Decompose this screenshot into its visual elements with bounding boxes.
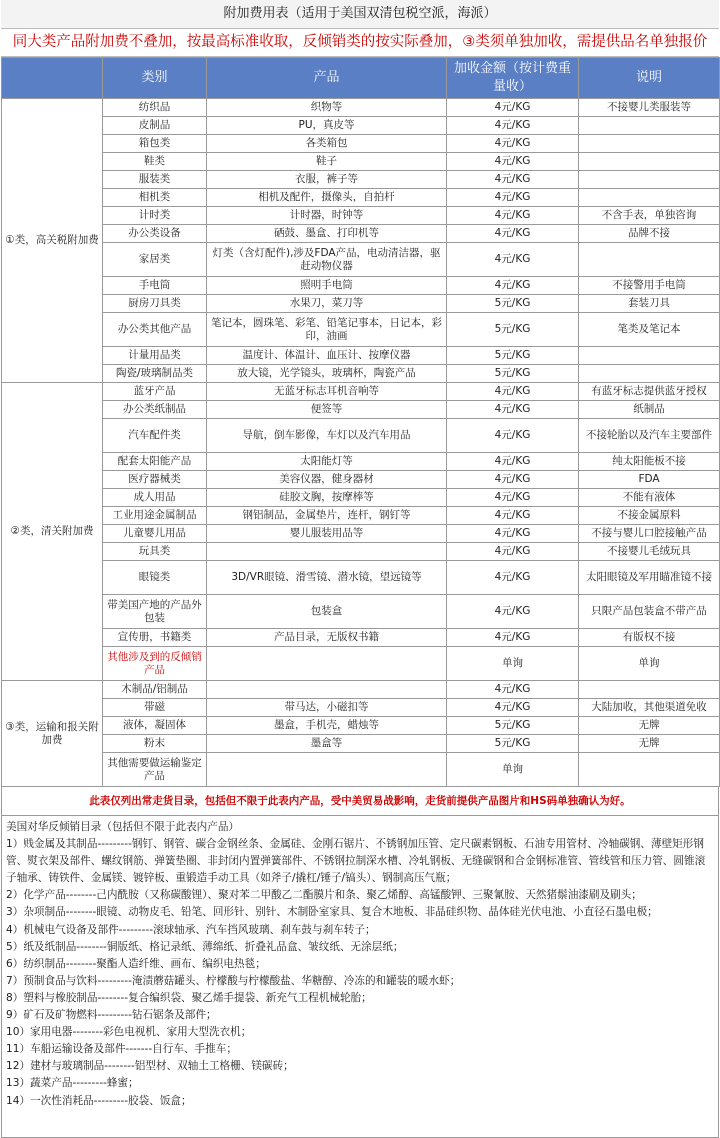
anti-dumping-title: 美国对华反倾销目录（包括但不限于此表内产品） [6, 821, 240, 833]
category-cell: 鞋类 [103, 153, 207, 171]
note-cell: 有蓝牙标志提供蓝牙授权 [579, 383, 720, 401]
surcharge-notice: 同大类产品附加费不叠加，按最高标准收取，反倾销类的按实际叠加，③类须单独加收，需提供品名单独报价 [1, 29, 719, 57]
product-cell: 导航，倒车影像，车灯以及汽车用品 [207, 419, 447, 453]
amount-cell: 4元/KG [447, 419, 579, 453]
category-cell: 工业用途金属制品 [103, 507, 207, 525]
amount-cell: 4元/KG [447, 207, 579, 225]
note-cell [579, 681, 720, 699]
anti-dumping-item: 3）杂项制品--------眼镜、动物皮毛、铅笔、回形针、别针、木制卧室家具、复合木地板、非晶硅织物、晶体硅光伏电池、小直径石墨电极； [6, 906, 658, 919]
table-row [2, 189, 720, 207]
category-cell: 箱包类 [103, 135, 207, 153]
category-cell: 家居类 [103, 243, 207, 277]
note-cell [579, 171, 720, 189]
anti-dumping-item: 8）塑料与橡胶制品--------复合编织袋、聚乙烯手提袋、新充气工程机械轮胎； [6, 991, 372, 1004]
group-label: ②类，清关附加费 [2, 383, 103, 681]
product-cell: 便签等 [207, 401, 447, 419]
table-row [2, 561, 720, 595]
amount-cell: 4元/KG [447, 507, 579, 525]
category-cell: 成人用品 [103, 489, 207, 507]
anti-dumping-item: 14）一次性消耗品---------胶袋、饭盒； [6, 1094, 192, 1107]
product-cell: 灯类（含灯配件),涉及FDA产品，电动清洁器，驱赶动物仪器 [207, 243, 447, 277]
product-cell: 产品目录，无版权书籍 [207, 629, 447, 647]
note-cell [579, 189, 720, 207]
table-row [2, 717, 720, 735]
category-cell: 计量用品类 [103, 347, 207, 365]
amount-cell: 4元/KG [447, 171, 579, 189]
product-cell: 带马达，小磁扣等 [207, 699, 447, 717]
note-cell: 笔类及笔记本 [579, 313, 720, 347]
note-cell: 不能有液体 [579, 489, 720, 507]
amount-cell: 5元/KG [447, 717, 579, 735]
product-cell: 婴儿服装用品等 [207, 525, 447, 543]
category-cell: 配套太阳能产品 [103, 453, 207, 471]
category-cell: 办公类纸制品 [103, 401, 207, 419]
product-cell: 温度计、体温计、血压计、按摩仪器 [207, 347, 447, 365]
amount-cell: 4元/KG [447, 277, 579, 295]
header-category: 类别 [103, 58, 207, 99]
table-row [2, 295, 720, 313]
category-cell: 服装类 [103, 171, 207, 189]
product-cell: 硅胶文胸，按摩棒等 [207, 489, 447, 507]
product-cell: 鞋子 [207, 153, 447, 171]
category-cell: 眼镜类 [103, 561, 207, 595]
amount-cell: 单询 [447, 753, 579, 787]
note-cell: 太阳眼镜及军用瞄准镜不接 [579, 561, 720, 595]
amount-cell: 4元/KG [447, 135, 579, 153]
header-blank [2, 58, 103, 99]
table-row [2, 507, 720, 525]
product-cell: 相机及配件，摄像头，自拍杆 [207, 189, 447, 207]
product-cell: 照明手电筒 [207, 277, 447, 295]
product-cell: 太阳能灯等 [207, 453, 447, 471]
table-row [2, 347, 720, 365]
table-row [2, 595, 720, 629]
surcharge-table [1, 57, 720, 787]
amount-cell: 单询 [447, 647, 579, 681]
table-row [2, 419, 720, 453]
amount-cell: 4元/KG [447, 383, 579, 401]
product-cell: 笔记本，圆珠笔、彩笔、铅笔记事本，日记本，彩印，油画 [207, 313, 447, 347]
table-row [2, 471, 720, 489]
table-row [2, 207, 720, 225]
anti-dumping-item: 6）纺织制品--------聚酯人造纤维、画布、编织电热毯； [6, 957, 266, 970]
note-cell: 不接婴儿毛绒玩具 [579, 543, 720, 561]
note-cell: 大陆加收，其他渠道免收 [579, 699, 720, 717]
amount-cell: 4元/KG [447, 681, 579, 699]
amount-cell: 5元/KG [447, 295, 579, 313]
category-cell: 办公类其他产品 [103, 313, 207, 347]
anti-dumping-item: 12）建材与玻璃制品--------铝型材、双轴土工格栅、镁碳砖； [6, 1060, 294, 1073]
amount-cell: 4元/KG [447, 561, 579, 595]
note-cell: 不接轮胎以及汽车主要部件 [579, 419, 720, 453]
note-cell: 纯太阳能板不接 [579, 453, 720, 471]
product-cell: 包装盒 [207, 595, 447, 629]
category-cell: 办公类设备 [103, 225, 207, 243]
note-cell [579, 153, 720, 171]
category-cell: 相机类 [103, 189, 207, 207]
note-cell: 单询 [579, 647, 720, 681]
product-cell [207, 543, 447, 561]
amount-cell: 4元/KG [447, 453, 579, 471]
note-cell: 纸制品 [579, 401, 720, 419]
table-row [2, 753, 720, 787]
category-cell: 宣传册，书籍类 [103, 629, 207, 647]
category-cell: 木制品/铝制品 [103, 681, 207, 699]
product-cell: 墨盒等 [207, 735, 447, 753]
note-cell: 无牌 [579, 717, 720, 735]
table-row [2, 99, 720, 117]
product-cell: 计时器，时钟等 [207, 207, 447, 225]
table-row [2, 365, 720, 383]
product-cell [207, 647, 447, 681]
category-cell: 其他涉及到的反倾销产品 [103, 647, 207, 681]
amount-cell: 4元/KG [447, 153, 579, 171]
amount-cell: 4元/KG [447, 401, 579, 419]
note-cell: 不接警用手电筒 [579, 277, 720, 295]
product-cell: 3D/VR眼镜、滑雪镜、潜水镜，望远镜等 [207, 561, 447, 595]
table-row [2, 453, 720, 471]
table-row [2, 489, 720, 507]
amount-cell: 4元/KG [447, 525, 579, 543]
amount-cell: 4元/KG [447, 189, 579, 207]
amount-cell: 4元/KG [447, 225, 579, 243]
amount-cell: 4元/KG [447, 489, 579, 507]
note-cell [579, 243, 720, 277]
surcharge-document [1, 0, 719, 1138]
anti-dumping-item: 4）机械电气设备及部件---------滚球轴承、汽车挡风玻璃、刹车鼓与刹车转子； [6, 923, 376, 936]
amount-cell: 5元/KG [447, 313, 579, 347]
anti-dumping-item: 7）预制食品与饮料---------淹渍蘑菇罐头、柠檬酸与柠檬酸盐、华糖醇、冷冻的和罐装的暖水虾； [6, 974, 461, 987]
category-cell: 粉末 [103, 735, 207, 753]
header-note: 说明 [579, 58, 720, 99]
table-row [2, 135, 720, 153]
document-title: 附加费用表（适用于美国双清包税空派，海派） [1, 0, 719, 29]
amount-cell: 4元/KG [447, 117, 579, 135]
category-cell: 玩具类 [103, 543, 207, 561]
category-cell: 其他需要做运输鉴定产品 [103, 753, 207, 787]
amount-cell: 4元/KG [447, 543, 579, 561]
anti-dumping-item: 1）贱金属及其制品---------钢钉、钢管、碳合金钢丝条、金属硅、金刚石锯片、不锈钢加压管、定尺碳素钢板、石油专用管材、冷轴碳钢、薄壁矩形钢管、熨衣架及部件、螺纹钢筋、弹簧垫圈、非封闭内置弹簧部件、不锈钢拉制深水槽、冷轧钢板、无缝碳钢和合金钢标准管、管线管和压力管、圆锥滚子轴承、铸铁件、金属镁、镀锌板、重锻造手动工具（如斧子/撬杠/锤子/镐头）、钢制高压气瓶； [6, 838, 706, 885]
table-row [2, 277, 720, 295]
disclaimer: 此表仅列出常走货目录，包括但不限于此表内产品，受中美贸易战影响，走货前提供产品图片和HS码单独确认为好。 [1, 787, 719, 816]
anti-dumping-item: 13）蔬菜产品---------蜂蜜； [6, 1077, 139, 1090]
anti-dumping-list [6, 836, 714, 1110]
table-row [2, 171, 720, 189]
category-cell: 儿童婴儿用品 [103, 525, 207, 543]
product-cell: 硒鼓、墨盒、打印机等 [207, 225, 447, 243]
table-row [2, 543, 720, 561]
product-cell: 放大镜，光学镜头，玻璃杯，陶瓷产品 [207, 365, 447, 383]
group-label: ③类，运输和报关附加费 [2, 681, 103, 787]
amount-cell: 4元/KG [447, 471, 579, 489]
amount-cell: 4元/KG [447, 629, 579, 647]
note-cell: 品牌不接 [579, 225, 720, 243]
amount-cell: 5元/KG [447, 347, 579, 365]
table-body [2, 99, 720, 787]
product-cell: 无蓝牙标志耳机音响等 [207, 383, 447, 401]
amount-cell: 4元/KG [447, 243, 579, 277]
note-cell: 不接婴儿类服装等 [579, 99, 720, 117]
anti-dumping-item: 2）化学产品--------己内酰胺（又称碳酸锂）、聚对苯二甲酸乙二酯膜片和条、聚乙烯醇、高锰酸钾、三聚氰胺、天然猪鬃油漆刷及刷头； [6, 889, 642, 902]
product-cell: 织物等 [207, 99, 447, 117]
category-cell: 带美国产地的产品外包装 [103, 595, 207, 629]
product-cell: 美容仪器，健身器材 [207, 471, 447, 489]
anti-dumping-item: 9）矿石及矿物燃料---------钻石锯条及部件； [6, 1009, 217, 1022]
category-cell: 汽车配件类 [103, 419, 207, 453]
category-cell: 皮制品 [103, 117, 207, 135]
table-row [2, 383, 720, 401]
note-cell: FDA [579, 471, 720, 489]
table-row [2, 225, 720, 243]
amount-cell: 4元/KG [447, 595, 579, 629]
product-cell: 衣服，裤子等 [207, 171, 447, 189]
table-row [2, 525, 720, 543]
group-label: ①类，高关税附加费 [2, 99, 103, 383]
table-row [2, 117, 720, 135]
product-cell: 水果刀，菜刀等 [207, 295, 447, 313]
note-cell: 有版权不接 [579, 629, 720, 647]
table-row [2, 401, 720, 419]
anti-dumping-item: 11）车船运输设备及部件-------自行车、手推车； [6, 1043, 237, 1056]
note-cell [579, 117, 720, 135]
product-cell: 钢铝制品，金属垫片，连杆，钢钉等 [207, 507, 447, 525]
note-cell: 套装刀具 [579, 295, 720, 313]
table-header-row [2, 58, 720, 99]
category-cell: 陶瓷/玻璃制品类 [103, 365, 207, 383]
table-row [2, 647, 720, 681]
note-cell [579, 347, 720, 365]
note-cell: 不含手表，单独咨询 [579, 207, 720, 225]
note-cell: 不接金属原料 [579, 507, 720, 525]
header-amount: 加收金额（按计费重量收） [447, 58, 579, 99]
header-product: 产品 [207, 58, 447, 99]
table-row [2, 699, 720, 717]
note-cell: 无牌 [579, 735, 720, 753]
product-cell: 各类箱包 [207, 135, 447, 153]
table-row [2, 153, 720, 171]
category-cell: 厨房刀具类 [103, 295, 207, 313]
note-cell: 不接与婴儿口腔接触产品 [579, 525, 720, 543]
table-row [2, 629, 720, 647]
table-row [2, 735, 720, 753]
amount-cell: 4元/KG [447, 699, 579, 717]
category-cell: 液体，凝固体 [103, 717, 207, 735]
table-row [2, 243, 720, 277]
product-cell: PU，真皮等 [207, 117, 447, 135]
category-cell: 蓝牙产品 [103, 383, 207, 401]
category-cell: 纺织品 [103, 99, 207, 117]
note-cell: 只限产品包装盒不带产品 [579, 595, 720, 629]
note-cell [579, 753, 720, 787]
amount-cell: 5元/KG [447, 735, 579, 753]
amount-cell: 4元/KG [447, 99, 579, 117]
product-cell [207, 753, 447, 787]
anti-dumping-section [1, 816, 719, 1138]
note-cell [579, 135, 720, 153]
category-cell: 计时类 [103, 207, 207, 225]
category-cell: 医疗器械类 [103, 471, 207, 489]
anti-dumping-item: 10）家用电器--------彩色电视机、家用大型洗衣机； [6, 1026, 252, 1039]
table-row [2, 313, 720, 347]
product-cell: 墨盒，手机壳，蜡烛等 [207, 717, 447, 735]
product-cell [207, 681, 447, 699]
amount-cell: 5元/KG [447, 365, 579, 383]
table-row [2, 681, 720, 699]
anti-dumping-item: 5）纸及纸制品--------铜版纸、格记录纸、薄绵纸、折叠礼品盒、皱纹纸、无涂层纸； [6, 940, 404, 953]
note-cell [579, 365, 720, 383]
category-cell: 带磁 [103, 699, 207, 717]
category-cell: 手电筒 [103, 277, 207, 295]
